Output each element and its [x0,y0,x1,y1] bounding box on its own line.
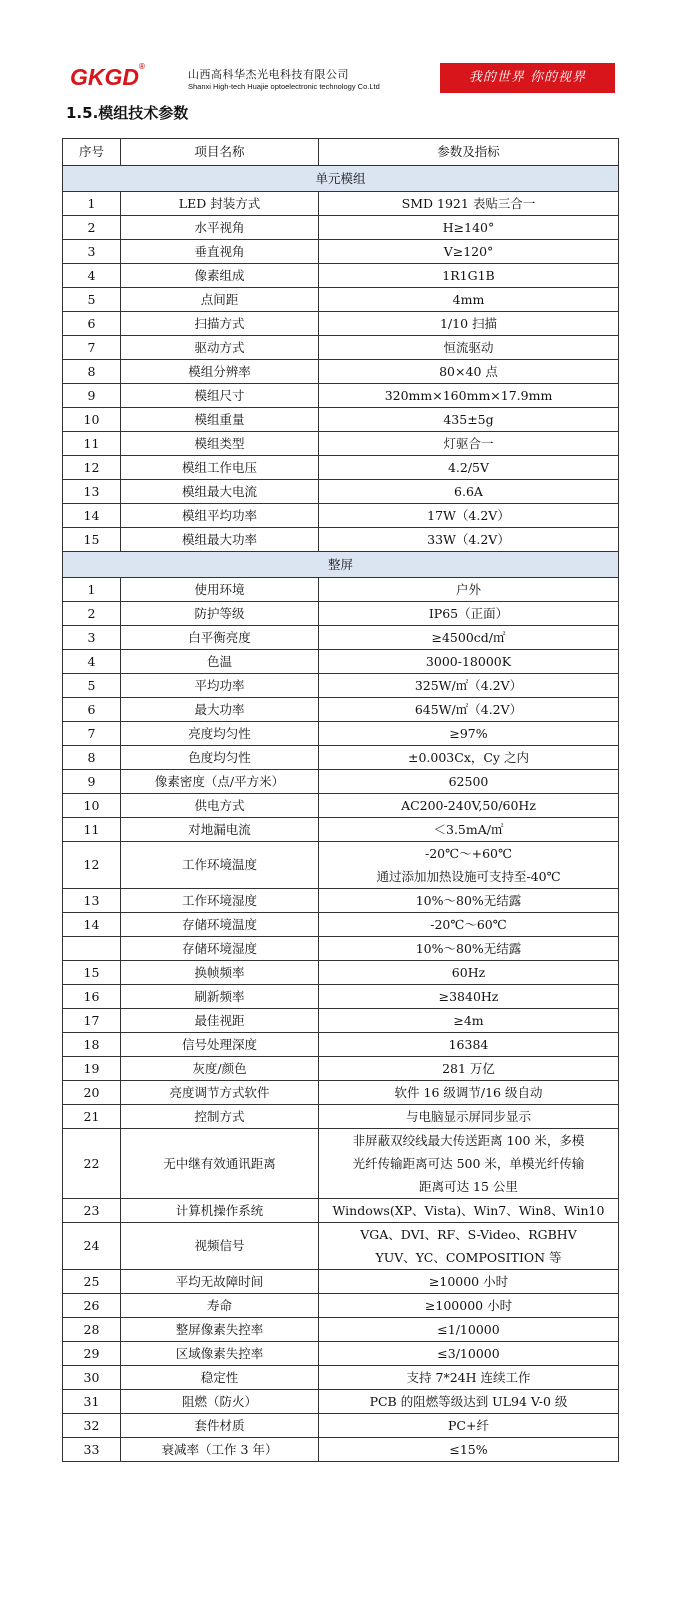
row-no: 3 [63,240,121,264]
table-row [63,1129,619,1199]
row-value [319,626,619,650]
row-no: 3 [63,626,121,650]
row-item: 控制方式 [121,1105,319,1129]
row-value [319,889,619,913]
table-row [63,889,619,913]
row-item: 换帧频率 [121,961,319,985]
row-no: 4 [63,264,121,288]
row-value [319,842,619,889]
row-item: 模组重量 [121,408,319,432]
row-no: 15 [63,961,121,985]
row-no: 5 [63,674,121,698]
row-value-line: 通过添加加热设施可支持至-40℃ [376,869,561,884]
row-value [319,1223,619,1270]
row-no: 5 [63,288,121,312]
row-value-line: 户外 [455,582,481,597]
row-value [319,312,619,336]
table-row [63,192,619,216]
row-no: 18 [63,1033,121,1057]
row-value [319,1199,619,1223]
table-row [63,504,619,528]
row-value [319,1009,619,1033]
row-value [319,240,619,264]
table-row [63,650,619,674]
row-no: 7 [63,336,121,360]
row-value [319,818,619,842]
row-value-line: ≥4500cd/㎡ [431,630,506,645]
row-item: 扫描方式 [121,312,319,336]
row-value [319,384,619,408]
row-value-line: ±0.003Cx，Cy 之内 [408,750,529,765]
table-row [63,626,619,650]
row-value [319,1390,619,1414]
row-item: 色温 [121,650,319,674]
table-row [63,288,619,312]
row-value [319,1081,619,1105]
row-no: 33 [63,1438,121,1462]
table-row [63,480,619,504]
table-row [63,842,619,889]
row-value [319,432,619,456]
row-value [319,913,619,937]
row-value [319,504,619,528]
table-row [63,1366,619,1390]
row-no: 2 [63,602,121,626]
row-value-line: 距离可达 15 公里 [419,1179,518,1194]
row-item: 工作环境温度 [121,842,319,889]
row-no: 12 [63,456,121,480]
row-value [319,746,619,770]
row-item: 色度均匀性 [121,746,319,770]
row-value [319,408,619,432]
row-value-line: H≥140° [442,220,495,235]
company-logo [70,64,145,91]
row-no: 11 [63,432,121,456]
row-value [319,794,619,818]
row-value-line: 325W/㎡（4.2V） [414,678,523,693]
row-value [319,1294,619,1318]
row-no: 28 [63,1318,121,1342]
row-no: 24 [63,1223,121,1270]
table-row [63,264,619,288]
company-name-cn: 山西高科华杰光电科技有限公司 [188,68,349,81]
row-value [319,698,619,722]
row-item: 最佳视距 [121,1009,319,1033]
row-value-line: YUV、YC、COMPOSITION 等 [375,1250,562,1265]
row-item: 工作环境湿度 [121,889,319,913]
row-value-line: 320mm×160mm×17.9mm [384,388,553,403]
table-row [63,1081,619,1105]
row-value [319,602,619,626]
table-row [63,602,619,626]
row-value-line: 62500 [448,774,489,789]
row-value [319,722,619,746]
row-no: 20 [63,1081,121,1105]
row-value [319,1318,619,1342]
row-value-line: 16384 [448,1037,489,1052]
row-value-line: 与电脑显示屏同步显示 [405,1109,531,1124]
table-row [63,722,619,746]
group-title: 整屏 [63,552,619,578]
row-no: 8 [63,746,121,770]
row-item: 无中继有效通讯距离 [121,1129,319,1199]
row-value-line: 支持 7*24H 连续工作 [406,1370,531,1385]
table-row [63,1057,619,1081]
row-value-line: ≤15% [449,1442,488,1457]
header-value: 参数及指标 [319,139,619,166]
row-value-line: 435±5g [443,412,494,427]
table-row [63,818,619,842]
row-no: 31 [63,1390,121,1414]
row-value-line: 灯驱合一 [443,436,494,451]
row-value-line: 光纤传输距离可达 500 米，单模光纤传输 [352,1156,585,1171]
table-row [63,794,619,818]
spec-table [62,138,619,1462]
row-no: 17 [63,1009,121,1033]
row-item: 模组工作电压 [121,456,319,480]
table-row [63,216,619,240]
table-row [63,360,619,384]
row-value [319,674,619,698]
table-row [63,312,619,336]
row-item: 驱动方式 [121,336,319,360]
row-value-line: 1R1G1B [442,268,495,283]
row-value-line: PCB 的阻燃等级达到 UL94 V-0 级 [369,1394,568,1409]
row-no: 6 [63,698,121,722]
row-value [319,578,619,602]
row-no: 19 [63,1057,121,1081]
row-item: 信号处理深度 [121,1033,319,1057]
header-no: 序号 [63,139,121,166]
row-value [319,937,619,961]
table-row [63,913,619,937]
row-no: 1 [63,192,121,216]
group-title: 单元模组 [63,166,619,192]
table-row [63,1294,619,1318]
row-no: 26 [63,1294,121,1318]
row-value-line: 4mm [452,292,485,307]
row-value-line: 软件 16 级调节/16 级自动 [394,1085,543,1100]
row-item: 模组分辨率 [121,360,319,384]
row-value-line: ≥100000 小时 [424,1298,513,1313]
row-no: 7 [63,722,121,746]
table-row [63,578,619,602]
table-row [63,528,619,552]
row-value [319,985,619,1009]
row-item: 垂直视角 [121,240,319,264]
row-item: 模组最大电流 [121,480,319,504]
row-value-line: ≥3840Hz [438,989,499,1004]
row-item: 防护等级 [121,602,319,626]
row-value [319,1129,619,1199]
row-no: 10 [63,794,121,818]
row-value [319,1366,619,1390]
row-no: 16 [63,985,121,1009]
row-item: 模组尺寸 [121,384,319,408]
table-row [63,937,619,961]
row-value [319,1057,619,1081]
table-row [63,432,619,456]
row-item: 像素组成 [121,264,319,288]
row-value [319,1414,619,1438]
row-item: 整屏像素失控率 [121,1318,319,1342]
row-value-line: V≥120° [443,244,494,259]
slogan-banner: 我的世界 你的视界 [440,63,615,93]
table-row [63,456,619,480]
row-no: 13 [63,889,121,913]
row-value [319,336,619,360]
table-row [63,240,619,264]
row-item: 衰减率（工作 3 年） [121,1438,319,1462]
row-value-line: SMD 1921 表贴三合一 [401,196,536,211]
row-no: 14 [63,913,121,937]
row-value-line: 60Hz [451,965,486,980]
row-item: 刷新频率 [121,985,319,1009]
row-no: 2 [63,216,121,240]
row-value [319,1438,619,1462]
row-value-line: ≥10000 小时 [428,1274,509,1289]
row-item: 稳定性 [121,1366,319,1390]
row-item: 视频信号 [121,1223,319,1270]
header-item: 项目名称 [121,139,319,166]
row-value-line: 80×40 点 [439,364,498,379]
row-value-line: IP65（正面） [428,606,509,621]
row-value-line: -20℃～+60℃ [425,846,512,861]
row-value [319,528,619,552]
table-row [63,746,619,770]
page-header [0,0,684,100]
row-value-line: 6.6A [454,484,483,499]
row-no: 9 [63,384,121,408]
row-no: 11 [63,818,121,842]
row-value [319,216,619,240]
table-row [63,985,619,1009]
row-value [319,360,619,384]
row-value-line: ≤3/10000 [437,1346,500,1361]
row-no: 1 [63,578,121,602]
row-value [319,288,619,312]
row-item: 存储环境温度 [121,913,319,937]
row-value [319,961,619,985]
row-value [319,1105,619,1129]
table-row [63,698,619,722]
table-row [63,1199,619,1223]
row-value [319,770,619,794]
row-item: 对地漏电流 [121,818,319,842]
row-no: 23 [63,1199,121,1223]
table-row [63,336,619,360]
row-item: 平均功率 [121,674,319,698]
row-value [319,480,619,504]
row-item: 白平衡亮度 [121,626,319,650]
table-row [63,1342,619,1366]
row-item: 计算机操作系统 [121,1199,319,1223]
row-item: 像素密度（点/平方米） [121,770,319,794]
section-title: 1.5.模组技术参数 [66,104,189,122]
row-no: 6 [63,312,121,336]
table-header-row [63,139,619,166]
table-row [63,1009,619,1033]
row-item: 供电方式 [121,794,319,818]
row-item: 寿命 [121,1294,319,1318]
row-item: 存储环境湿度 [121,937,319,961]
row-value-line: 33W（4.2V） [427,532,510,547]
row-item: 使用环境 [121,578,319,602]
group-header-row [63,166,619,192]
row-value-line: 恒流驱动 [443,340,494,355]
row-item: 亮度均匀性 [121,722,319,746]
row-value-line: VGA、DVI、RF、S-Video、RGBHV [360,1227,577,1242]
row-no: 30 [63,1366,121,1390]
row-value-line: ≤1/10000 [437,1322,500,1337]
table-row [63,961,619,985]
table-row [63,384,619,408]
row-value-line: 10%～80%无结露 [415,941,522,956]
row-value [319,1270,619,1294]
row-no: 12 [63,842,121,889]
row-no [63,937,121,961]
row-value-line: 1/10 扫描 [439,316,498,331]
row-value [319,456,619,480]
row-no: 10 [63,408,121,432]
row-value [319,1342,619,1366]
row-no: 13 [63,480,121,504]
row-no: 8 [63,360,121,384]
table-row [63,1414,619,1438]
row-value-line: 17W（4.2V） [427,508,510,523]
row-no: 15 [63,528,121,552]
row-value-line: PC+纤 [448,1418,489,1433]
row-no: 32 [63,1414,121,1438]
row-value-line: 3000-18000K [425,654,512,669]
table-row [63,1223,619,1270]
row-value [319,264,619,288]
row-item: 最大功率 [121,698,319,722]
row-value-line: Windows(XP、Vista)、Win7、Win8、Win10 [332,1203,605,1218]
table-row [63,408,619,432]
table-row [63,1270,619,1294]
group-header-row [63,552,619,578]
row-item: 亮度调节方式软件 [121,1081,319,1105]
row-item: 区域像素失控率 [121,1342,319,1366]
row-item: LED 封装方式 [121,192,319,216]
row-value [319,650,619,674]
table-row [63,674,619,698]
row-item: 点间距 [121,288,319,312]
row-no: 14 [63,504,121,528]
row-value-line: AC200-240V,50/60Hz [401,798,536,813]
spec-table-body [63,166,619,1462]
row-item: 模组类型 [121,432,319,456]
company-name-block [188,68,380,92]
table-row [63,1318,619,1342]
row-value-line: -20℃～60℃ [430,917,507,932]
table-row [63,1033,619,1057]
row-item: 模组平均功率 [121,504,319,528]
row-value-line: 281 万亿 [442,1061,495,1076]
row-value-line: 10%～80%无结露 [415,893,522,908]
logo-text: GKGD [70,64,139,90]
row-item: 灰度/颜色 [121,1057,319,1081]
row-value [319,1033,619,1057]
row-item: 模组最大功率 [121,528,319,552]
row-no: 25 [63,1270,121,1294]
table-row [63,1438,619,1462]
table-row [63,1105,619,1129]
company-name-en: Shanxi High-tech Huajie optoelectronic technology Co.Ltd [188,82,380,91]
table-row [63,1390,619,1414]
row-value-line: 非屏蔽双绞线最大传送距离 100 米，多模 [352,1133,585,1148]
row-no: 21 [63,1105,121,1129]
row-value-line: 4.2/5V [447,460,490,475]
row-item: 套件材质 [121,1414,319,1438]
table-row [63,770,619,794]
row-value-line: ＜3.5mA/㎡ [433,822,504,837]
row-item: 平均无故障时间 [121,1270,319,1294]
row-item: 水平视角 [121,216,319,240]
row-no: 22 [63,1129,121,1199]
row-no: 9 [63,770,121,794]
row-value [319,192,619,216]
row-item: 阻燃（防火） [121,1390,319,1414]
row-value-line: ≥4m [453,1013,484,1028]
row-no: 29 [63,1342,121,1366]
registered-mark: ® [139,62,145,71]
row-value-line: 645W/㎡（4.2V） [414,702,523,717]
row-value-line: ≥97% [449,726,488,741]
row-no: 4 [63,650,121,674]
